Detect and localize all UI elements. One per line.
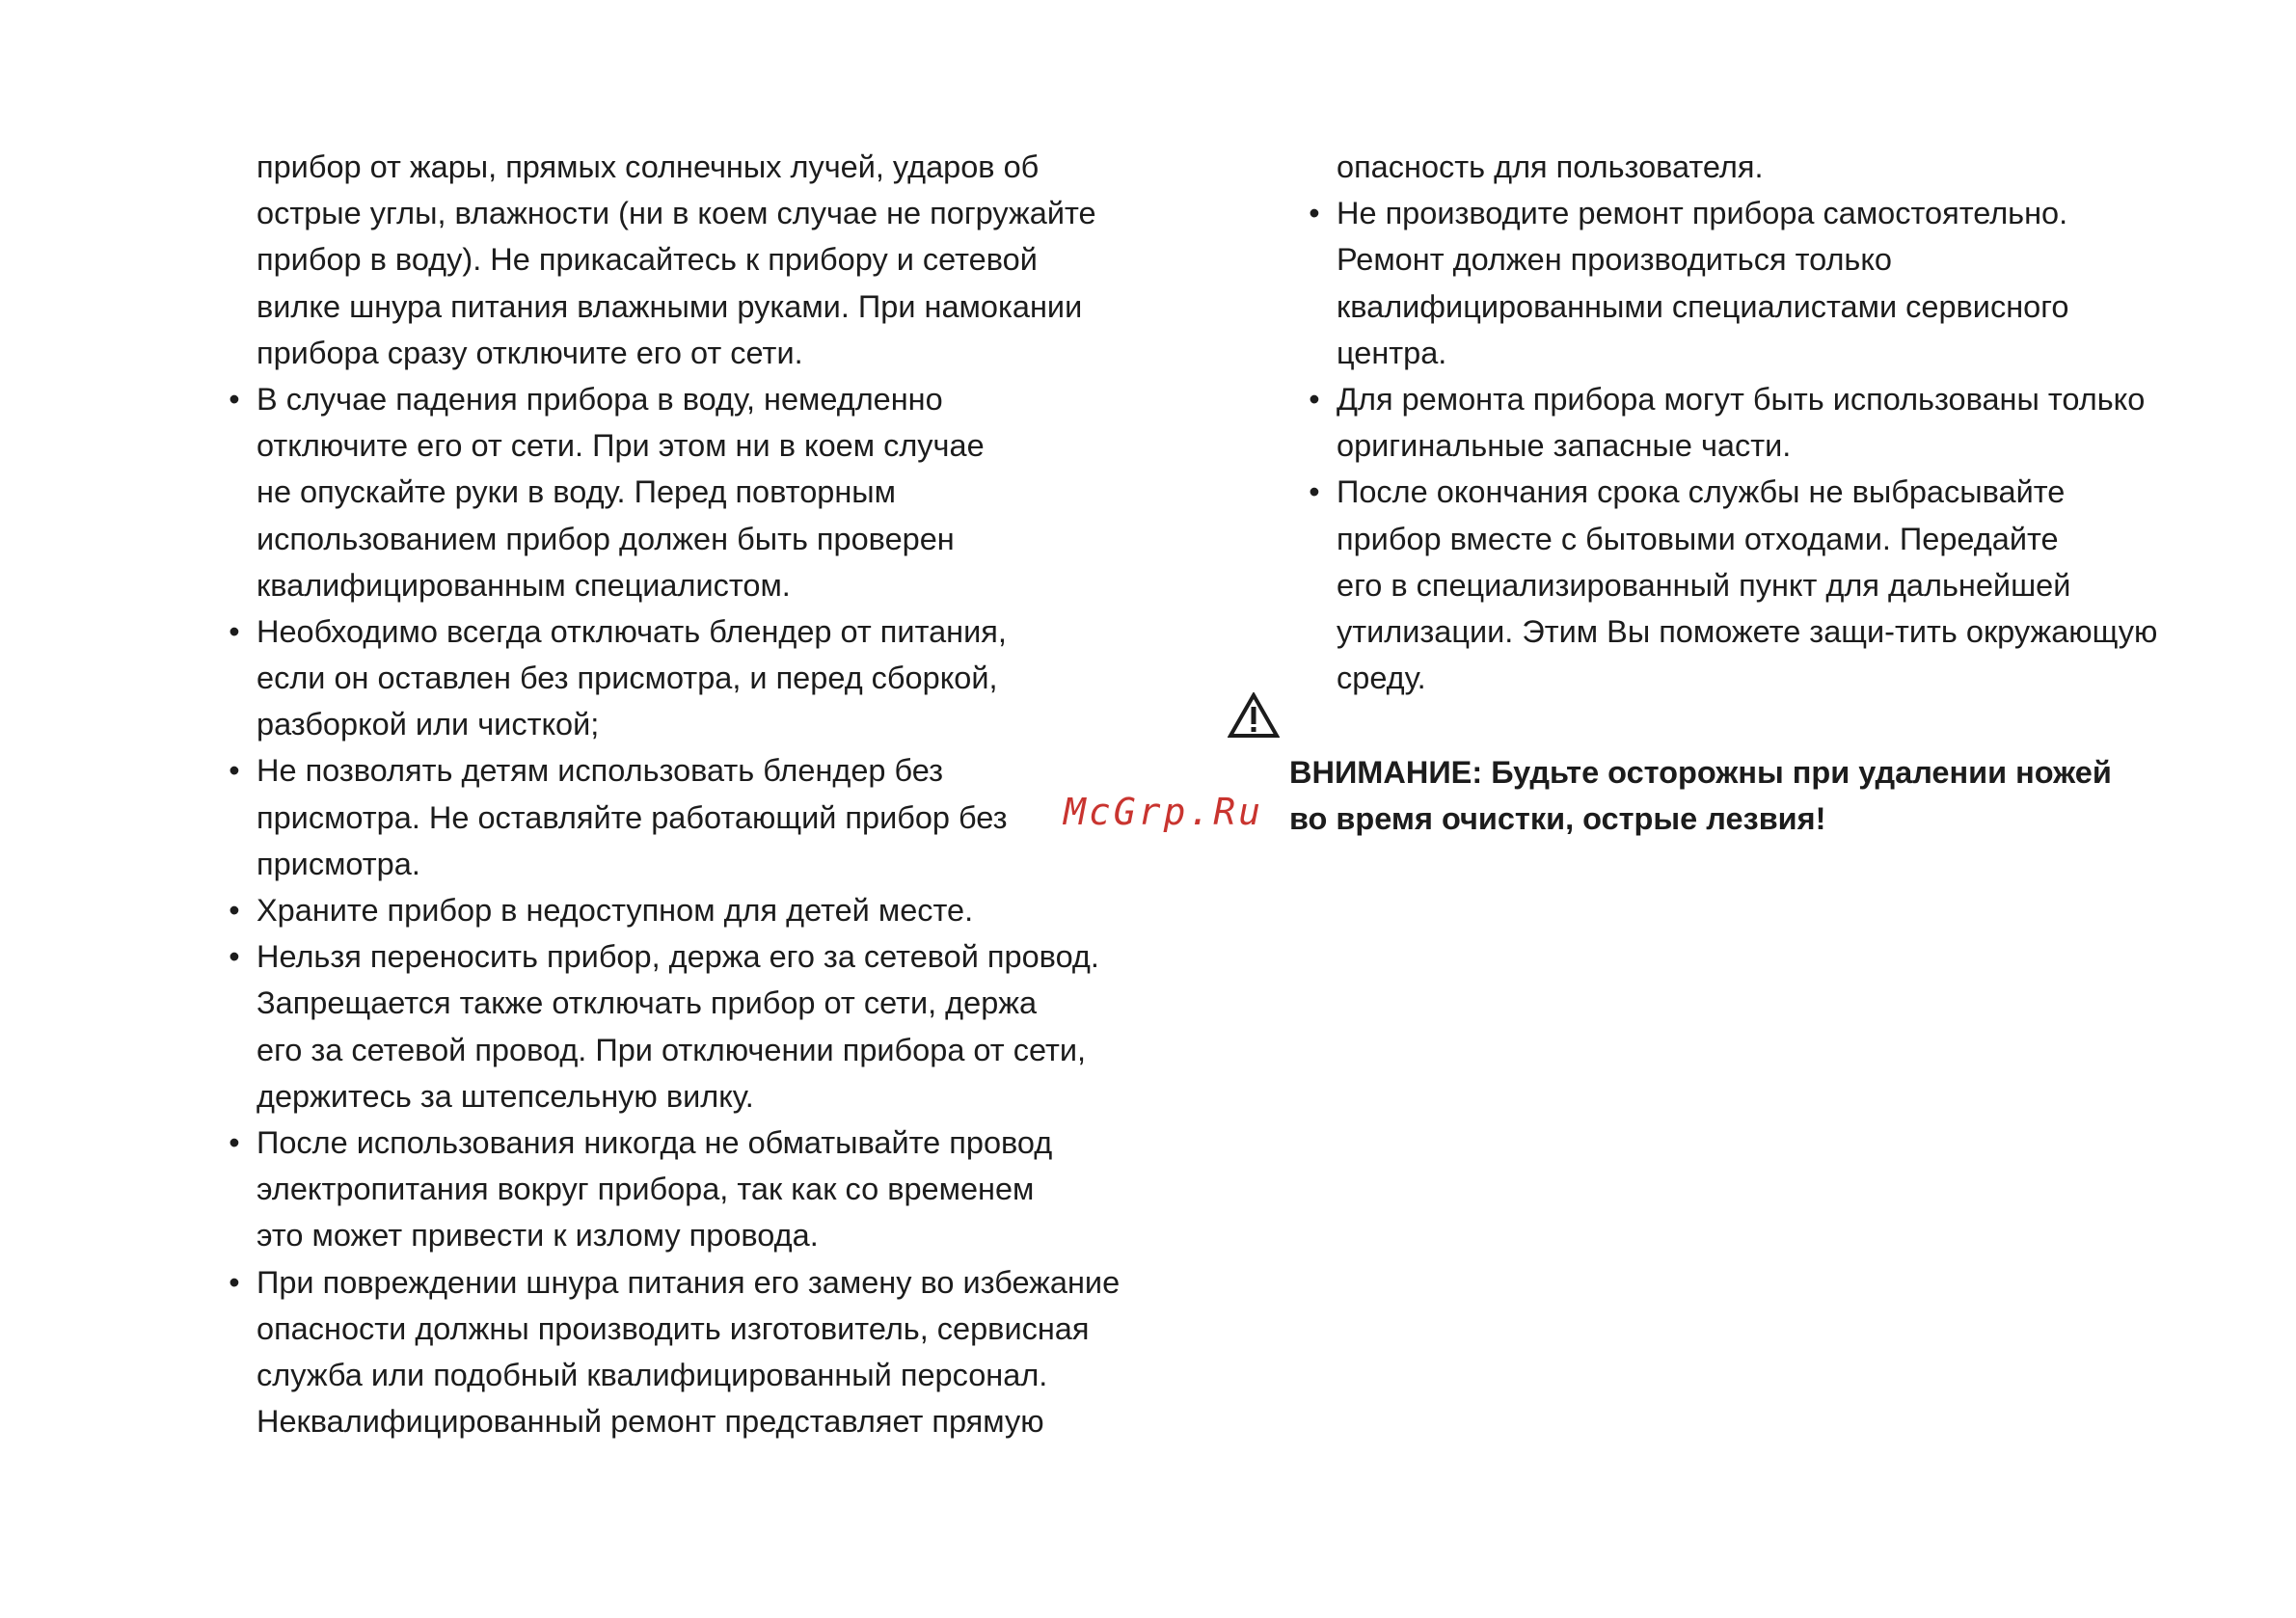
list-item-start-line	[225, 933, 1112, 980]
text-line	[1305, 144, 2173, 190]
text-line	[1305, 236, 2173, 283]
line-text: Нельзя переносить прибор, держа его за сетевой провод.	[257, 939, 1099, 975]
line-text: В случае падения прибора в воду, немедленно	[257, 381, 943, 417]
text-line	[1305, 283, 2173, 330]
watermark: McGrp.Ru	[1064, 791, 1264, 833]
line-text: это может привести к излому провода.	[257, 1218, 819, 1254]
line-text: использованием прибор должен быть проверен	[257, 521, 955, 556]
line-text: Не позволять детям использовать блендер без	[257, 753, 944, 789]
line-text: центра.	[1337, 335, 1447, 370]
warning-triangle-icon	[1228, 692, 1280, 739]
line-text: Запрещается также отключать прибор от сети, держа	[257, 985, 1038, 1021]
text-line	[225, 1306, 1112, 1352]
line-text: квалифицированным специалистом.	[257, 567, 791, 603]
right-column	[1305, 144, 2173, 701]
text-line	[225, 330, 1112, 376]
line-text: Необходимо всегда отключать блендер от питания,	[257, 613, 1007, 649]
line-text: присмотра.	[257, 846, 420, 881]
text-line	[225, 1212, 1112, 1258]
bullet-icon: •	[229, 1124, 240, 1160]
text-line	[225, 701, 1112, 747]
line-text: разборкой или чисткой;	[257, 707, 600, 742]
line-text: служба или подобный квалифицированный персонал.	[257, 1357, 1048, 1392]
line-text: среду.	[1337, 661, 1426, 696]
list-item-start-line	[1305, 190, 2173, 236]
line-text: оригинальные запасные части.	[1337, 428, 1792, 464]
line-text: Ремонт должен производиться только	[1337, 242, 1893, 278]
text-line	[1305, 655, 2173, 701]
line-text: опасность для пользователя.	[1337, 149, 1764, 184]
line-text: Неквалифицированный ремонт представляет прямую	[257, 1404, 1044, 1440]
bullet-icon: •	[229, 613, 240, 649]
line-text: Не производите ремонт прибора самостоятельно.	[1337, 196, 2068, 231]
line-text: острые углы, влажности (ни в коем случае не погружайте	[257, 196, 1096, 231]
list-item-start-line	[1305, 469, 2173, 515]
text-line	[225, 1073, 1112, 1119]
bullet-icon: •	[229, 1264, 240, 1300]
text-line	[225, 980, 1112, 1026]
bullet-icon: •	[1309, 196, 1320, 231]
bullet-icon: •	[1309, 474, 1320, 510]
text-line	[225, 236, 1112, 283]
line-text: Для ремонта прибора могут быть использованы только	[1337, 381, 2146, 417]
text-line	[225, 562, 1112, 608]
list-item-start-line	[225, 376, 1112, 422]
line-text: прибор от жары, прямых солнечных лучей, ударов об	[257, 149, 1040, 184]
line-text: прибор в воду). Не прикасайтесь к прибору и сетевой	[257, 242, 1038, 278]
bullet-icon: •	[229, 381, 240, 417]
text-line	[225, 144, 1112, 190]
list-item-start-line	[225, 887, 1112, 933]
list-item-start-line	[225, 1259, 1121, 1306]
bullet-icon: •	[229, 753, 240, 789]
line-text: если он оставлен без присмотра, и перед сборкой,	[257, 661, 998, 696]
line-text: После окончания срока службы не выбрасывайте	[1337, 474, 2066, 510]
line-text: не опускайте руки в воду. Перед повторным	[257, 474, 896, 510]
line-text: прибора сразу отключите его от сети.	[257, 335, 803, 370]
text-line	[1305, 562, 2173, 608]
line-text: квалифицированными специалистами сервисного	[1337, 288, 2069, 324]
text-line	[225, 1027, 1112, 1073]
list-item-start-line	[1305, 376, 2173, 422]
line-text: Храните прибор в недоступном для детей месте.	[257, 893, 974, 928]
line-text: отключите его от сети. При этом ни в коем случае	[257, 428, 985, 464]
warning-icon-block	[1228, 692, 1280, 739]
text-line	[225, 283, 1112, 330]
left-column	[225, 144, 1121, 1444]
line-text: присмотра. Не оставляйте работающий прибор без	[257, 799, 1008, 835]
bullet-icon: •	[1309, 381, 1320, 417]
text-line	[1305, 608, 2173, 655]
bullet-icon: •	[229, 939, 240, 975]
line-text: При повреждении шнура питания его замену во избежание	[257, 1264, 1121, 1300]
text-line	[225, 655, 1112, 701]
list-item-start-line	[225, 747, 1112, 794]
line-text: вилке шнура питания влажными руками. При намокании	[257, 288, 1083, 324]
warning-line-1: ВНИМАНИЕ: Будьте осторожны при удалении ножей	[1289, 755, 2112, 790]
line-text: прибор вместе с бытовыми отходами. Передайте	[1337, 521, 2059, 556]
text-line	[1305, 422, 2173, 469]
line-text: его в специализированный пункт для дальнейшей	[1337, 567, 2071, 603]
line-text: После использования никогда не обматывайте провод	[257, 1124, 1053, 1160]
list-item-start-line	[225, 608, 1112, 655]
text-line	[225, 795, 1112, 841]
text-line	[225, 1166, 1112, 1212]
text-line	[225, 1352, 1112, 1398]
line-text: электропитания вокруг прибора, так как со временем	[257, 1172, 1035, 1207]
text-line	[225, 190, 1112, 236]
text-line	[225, 1398, 1112, 1444]
text-line	[225, 422, 1112, 469]
text-line	[1305, 330, 2173, 376]
line-text: держитесь за штепсельную вилку.	[257, 1078, 754, 1114]
text-line	[225, 841, 1112, 887]
warning-note	[1289, 749, 2157, 842]
bullet-icon: •	[229, 893, 240, 928]
line-text: утилизации. Этим Вы поможете защи-тить окружающую	[1337, 613, 2158, 649]
text-line	[225, 469, 1112, 515]
line-text: опасности должны производить изготовитель, сервисная	[257, 1310, 1090, 1346]
line-text: его за сетевой провод. При отключении прибора от сети,	[257, 1032, 1087, 1067]
text-line	[1305, 516, 2173, 562]
text-line	[225, 516, 1112, 562]
warning-line-2: во время очистки, острые лезвия!	[1289, 801, 1826, 837]
list-item-start-line	[225, 1119, 1112, 1166]
